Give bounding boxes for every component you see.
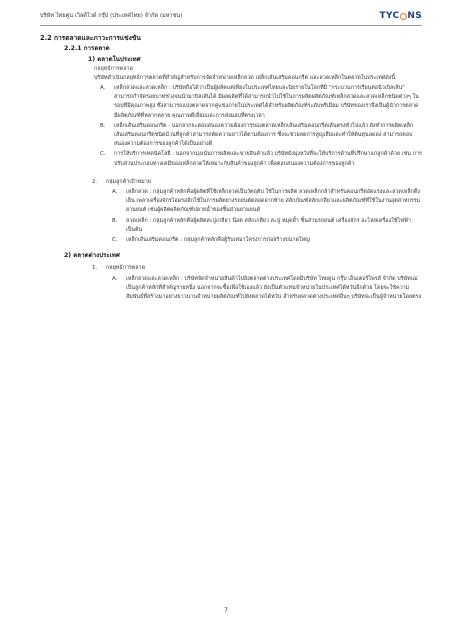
target-group-heading xyxy=(92,178,422,187)
list-item-text: เหล็กลวด : กลุ่มลูกค้าหลักคือผู้ผลิตที่ใช้เหล็กลวดเป็นวัตถุดิบ ใช้ในการผลิต ลวดเหล็กกล้าสำหรับคอนกรีตอัดแรงและลวดเหล็กดึงเย็น เพลาเครื่องจักรไฮดรอลิกใช้ในการผลิตยางรถยนต์ตลอดจากซ้าย สลักภัณฑ์สลักเกลียวและผลิตภัณฑ์ที่ใช้ในงานอุตสาหกรรมยานยนต์ เช่นผู้ผลิตผลิตภัณฑ์ปลายน้ำของชิ้นส่วนยานยนต์ xyxy=(126,189,421,214)
list-item-text: ลวดเหล็ก : กลุ่มลูกค้าหลักคือผู้ผลิตสะปูเกลียว น๊อต สลักเกลียว สะปู หมุดย้ำ ชิ้นส่วนรถยนต์ เครื่องจักร อะไหล่เครื่องใช้ไฟฟ้าเป็นต้น xyxy=(126,217,411,233)
domestic-item-b xyxy=(100,122,422,150)
target-item-c xyxy=(112,236,422,245)
list-item-text: การให้บริการเทคนิคโลยี : นอกจากมุ่งเน้นการผลิตและขายสินค้าแล้ว บริษัทยังมุ่งหวังที่จะให้บริการด้านที่ปรึกษาแก่ลูกค้าด้วย เช่น การปรับส่วนประกอบทางเคมีของเหล็กลวดให้เหมาะกับสินค้าของลูกค้า เพื่อตอบสนองความต้องการของลูกค้า xyxy=(114,151,422,167)
logo-text-right: NS xyxy=(407,11,422,21)
target-item-b xyxy=(112,217,422,235)
list-marker: A. xyxy=(112,275,118,282)
header-company-name: บริษัท ไทยคูน เวิลด์ไวด์ กรุ๊ป (ประเทศไทย) จำกัด (มหาชน) xyxy=(40,13,183,19)
page-content xyxy=(40,32,422,302)
list-marker: B. xyxy=(112,217,118,224)
list-marker: C. xyxy=(112,237,118,244)
list-item-text: เหล็กลวดและลวดเหล็ก : บริษัทถือได้ว่าเป็นผู้ผลิตแต่เพียงในประเทศไทยและนิยรายในโลกที่มี "กระบวนการเรียนต่อนิวเบิลเส้น" สามารถกำจัดรอยบาทช่วงจนนำมาบิลเส้นได้ มีผลผลิตที่ได้สามารถนำไปใช้ในการผลิตผลิตภัณฑ์เหล็กลวดและลวดเหล็กชนิดต่างๆ ในรอบที่มีคุณภาพสูง ซึ่งสามารถแบ่งตลาดจากคู่แข่งภายในประเทศได้สำหรับผลิตภัณฑ์ระดับพรีเมียม บริษัทของเราจึงเป็นผู้นำการตลาด มีผลิตภัณฑ์ที่หลากหลาย คุณภาพดีเยี่ยมและการส่งมอบที่ตรงเวลา xyxy=(114,85,419,119)
list-marker: 2. xyxy=(92,178,98,185)
list-item-text: เหล็กลวดและลวดเหล็ก : บริษัทจัดจำหน่ายสินค้าไปยังตลาดต่างประเทศโดยมีบริษัท ไทยคูน กรุ๊ป เอ็นเตอร์ไพรส์ จำกัด บริษัทแม่เป็นลูกค้าหลักที่สำคัญรายหนึ่ง นอกจากจะซื้อเพื่อใช้เองแล้ว ยังเป็นตัวแทนจำหน่ายในประเทศไต้หวันอีกด้วย โดยจะใช้ความสัมพันธ์ที่สร้างมาอย่างยาวนานจำหน่ายผลิตภัณฑ์ไปยังตลาดไต้หวัน สำหรับตลาดต่างประเทศอื่นๆ บริษัทจะเป็นผู้จำหน่ายโดยตรง xyxy=(126,275,422,301)
export-item-a xyxy=(112,275,422,303)
list-item-text: เหล็กเส้นเสริมคอนกรีต : นอกจากจะตอบสนองความต้องการของตลาดเหล็กเส้นเสริมคอนกรีตเส้นตรงทั่วไปแล้ว ยังทำการผลิตเหล็กเส้นเสริมคอนกรีตชนิดม้วนที่ลูกค้าสามารถตัดความยาวได้ตามต้องการ ซึ่งจะช่วยลดการสูญเสียและทำให้ต้นทุนลดลง สามารถตอบสนองความต้องการของลูกค้าได้เป็นอย่างดี xyxy=(114,122,414,148)
list-item-text: กลยุทธ์การตลาด xyxy=(106,265,146,272)
target-item-a xyxy=(112,188,422,216)
logo-ring-icon xyxy=(400,13,407,20)
list-marker: B. xyxy=(100,122,106,129)
list-item-text: เหล็กเส้นเสริมคอนกรีต : กลุ่มลูกค้าหลักคือผู้รับเหมาโครงการก่อสร้างขนาดใหญ่ xyxy=(126,237,310,244)
strategy-intro: บริษัทดำเนินกลยุทธ์การตลาดที่สำคัญสำหรับการจัดจำหน่ายเหล็กลวด เหล็กเส้นเสริมคอนกรีต และลวดเหล็กในตลาดในประเทศดังนี้ xyxy=(94,74,396,81)
page-number: 7 xyxy=(224,607,228,614)
subsection-heading: 2.2.1 การตลาด xyxy=(64,45,110,53)
strategy-label: กลยุทธ์การตลาด xyxy=(94,65,134,72)
domestic-item-c xyxy=(100,150,422,168)
list-marker: 1. xyxy=(92,265,98,272)
list-marker: C. xyxy=(100,151,106,158)
page-header xyxy=(40,9,422,23)
export-strategy-heading xyxy=(92,264,422,273)
header-divider xyxy=(40,25,422,26)
list-marker: A. xyxy=(112,189,118,196)
export-market-heading: 2) ตลาดต่างประเทศ xyxy=(64,252,120,260)
domestic-market-heading: 1) ตลาดในประเทศ xyxy=(88,56,141,64)
domestic-item-a xyxy=(100,84,422,121)
section-heading: 2.2 การตลาดและภาวะการแข่งขัน xyxy=(40,34,141,42)
list-item-text: กลุ่มลูกค้าเป้าหมาย xyxy=(106,178,151,185)
logo-text-left: TYC xyxy=(379,11,400,21)
list-marker: A. xyxy=(100,85,106,92)
company-logo xyxy=(380,11,422,21)
